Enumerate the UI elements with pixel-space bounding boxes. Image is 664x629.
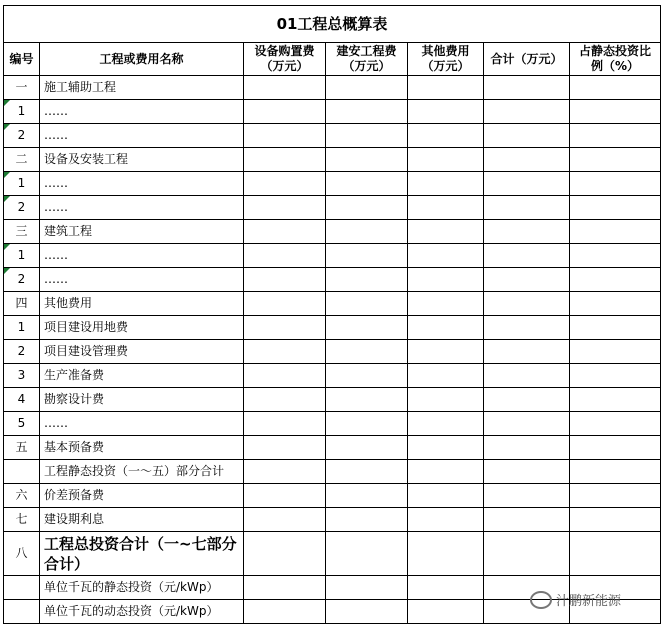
value-cell[interactable] <box>484 292 570 316</box>
value-cell[interactable] <box>570 292 661 316</box>
header-cell: 设备购置费（万元） <box>244 43 326 76</box>
row-name[interactable]: 其他费用 <box>40 292 244 316</box>
table-row <box>4 364 661 388</box>
value-cell[interactable] <box>326 100 408 124</box>
row-number-text: 二 <box>15 152 28 167</box>
value-cell[interactable] <box>408 508 484 532</box>
row-number[interactable] <box>4 388 40 412</box>
value-cell[interactable] <box>570 148 661 172</box>
value-cell[interactable] <box>326 340 408 364</box>
value-cell[interactable] <box>244 576 326 600</box>
header-cell: 其他费用（万元） <box>408 43 484 76</box>
value-cell[interactable] <box>326 576 408 600</box>
value-cell[interactable] <box>244 220 326 244</box>
value-cell[interactable] <box>326 436 408 460</box>
value-cell[interactable] <box>326 148 408 172</box>
table-row <box>4 220 661 244</box>
row-name[interactable]: 单位千瓦的静态投资（元/kWp） <box>40 576 244 600</box>
table-row <box>4 532 661 576</box>
row-number[interactable] <box>4 436 40 460</box>
value-cell[interactable] <box>570 76 661 100</box>
value-cell[interactable] <box>326 412 408 436</box>
value-cell[interactable] <box>326 220 408 244</box>
value-cell[interactable] <box>244 196 326 220</box>
value-cell[interactable] <box>484 340 570 364</box>
value-cell[interactable] <box>484 244 570 268</box>
value-cell[interactable] <box>326 244 408 268</box>
value-cell[interactable] <box>244 268 326 292</box>
value-cell[interactable] <box>570 532 661 576</box>
value-cell[interactable] <box>244 316 326 340</box>
table-row <box>4 340 661 364</box>
table-row <box>4 388 661 412</box>
value-cell[interactable] <box>244 172 326 196</box>
row-number[interactable] <box>4 124 40 148</box>
value-cell[interactable] <box>326 292 408 316</box>
row-number[interactable] <box>4 576 40 600</box>
table-row <box>4 244 661 268</box>
row-number-text: 三 <box>15 224 28 239</box>
table-row <box>4 76 661 100</box>
value-cell[interactable] <box>244 124 326 148</box>
watermark <box>530 590 621 609</box>
table-title: 01工程总概算表 <box>4 6 661 43</box>
row-name[interactable]: 建筑工程 <box>40 220 244 244</box>
row-number-text: 2 <box>17 272 26 287</box>
value-cell[interactable] <box>570 316 661 340</box>
value-cell[interactable] <box>484 268 570 292</box>
value-cell[interactable] <box>244 388 326 412</box>
value-cell[interactable] <box>408 292 484 316</box>
value-cell[interactable] <box>484 124 570 148</box>
value-cell[interactable] <box>244 148 326 172</box>
value-cell[interactable] <box>408 100 484 124</box>
value-cell[interactable] <box>408 388 484 412</box>
value-cell[interactable] <box>326 508 408 532</box>
value-cell[interactable] <box>244 532 326 576</box>
table-row <box>4 508 661 532</box>
row-number[interactable] <box>4 172 40 196</box>
table-row <box>4 268 661 292</box>
value-cell[interactable] <box>484 196 570 220</box>
row-number[interactable] <box>4 412 40 436</box>
value-cell[interactable] <box>326 124 408 148</box>
value-cell[interactable] <box>326 460 408 484</box>
value-cell[interactable] <box>326 600 408 624</box>
row-number-text: 4 <box>17 392 26 407</box>
value-cell[interactable] <box>484 100 570 124</box>
value-cell[interactable] <box>326 172 408 196</box>
value-cell[interactable] <box>484 148 570 172</box>
row-number-text: 1 <box>17 104 26 119</box>
value-cell[interactable] <box>244 600 326 624</box>
header-cell: 合计（万元） <box>484 43 570 76</box>
header-cell: 占静态投资比例（%） <box>570 43 661 76</box>
wechat-icon <box>530 591 552 609</box>
value-cell[interactable] <box>244 484 326 508</box>
comment-marker-icon <box>4 268 10 274</box>
row-number-text: 四 <box>15 296 28 311</box>
row-number-text: 1 <box>17 320 26 335</box>
row-name[interactable]: 项目建设用地费 <box>40 316 244 340</box>
table-row <box>4 460 661 484</box>
value-cell[interactable] <box>484 364 570 388</box>
value-cell[interactable] <box>570 460 661 484</box>
comment-marker-icon <box>4 196 10 202</box>
watermark-text: 汁鹏新能源 <box>556 594 622 609</box>
value-cell[interactable] <box>408 76 484 100</box>
value-cell[interactable] <box>570 172 661 196</box>
row-name[interactable]: 单位千瓦的动态投资（元/kWp） <box>40 600 244 624</box>
comment-marker-icon <box>4 100 10 106</box>
row-number-text: 七 <box>15 512 28 527</box>
row-name[interactable]: 建设期利息 <box>40 508 244 532</box>
value-cell[interactable] <box>244 436 326 460</box>
row-number[interactable] <box>4 76 40 100</box>
value-cell[interactable] <box>484 484 570 508</box>
value-cell[interactable] <box>484 460 570 484</box>
value-cell[interactable] <box>484 220 570 244</box>
value-cell[interactable] <box>408 172 484 196</box>
row-number[interactable] <box>4 244 40 268</box>
value-cell[interactable] <box>326 532 408 576</box>
row-name[interactable]: …… <box>40 172 244 196</box>
value-cell[interactable] <box>244 460 326 484</box>
value-cell[interactable] <box>408 268 484 292</box>
row-name[interactable]: 施工辅助工程 <box>40 76 244 100</box>
row-number-text: 1 <box>17 176 26 191</box>
table-row <box>4 148 661 172</box>
header-row <box>4 43 661 76</box>
row-number-text: 5 <box>17 416 26 431</box>
value-cell[interactable] <box>570 436 661 460</box>
row-number-text: 2 <box>17 200 26 215</box>
row-number[interactable] <box>4 364 40 388</box>
value-cell[interactable] <box>570 364 661 388</box>
value-cell[interactable] <box>408 316 484 340</box>
table-row <box>4 292 661 316</box>
value-cell[interactable] <box>244 364 326 388</box>
value-cell[interactable] <box>570 508 661 532</box>
table-row <box>4 316 661 340</box>
row-number[interactable] <box>4 484 40 508</box>
value-cell[interactable] <box>408 196 484 220</box>
row-number[interactable] <box>4 600 40 624</box>
value-cell[interactable] <box>570 388 661 412</box>
value-cell[interactable] <box>408 412 484 436</box>
value-cell[interactable] <box>570 100 661 124</box>
value-cell[interactable] <box>570 196 661 220</box>
value-cell[interactable] <box>408 532 484 576</box>
row-number-text: 八 <box>15 546 28 561</box>
row-number[interactable] <box>4 292 40 316</box>
table-row <box>4 124 661 148</box>
value-cell[interactable] <box>244 76 326 100</box>
value-cell[interactable] <box>408 220 484 244</box>
comment-marker-icon <box>4 124 10 130</box>
row-name[interactable]: 工程静态投资（一～五）部分合计 <box>40 460 244 484</box>
value-cell[interactable] <box>408 340 484 364</box>
value-cell[interactable] <box>570 484 661 508</box>
value-cell[interactable] <box>244 508 326 532</box>
value-cell[interactable] <box>484 412 570 436</box>
value-cell[interactable] <box>244 244 326 268</box>
row-number[interactable] <box>4 100 40 124</box>
value-cell[interactable] <box>408 436 484 460</box>
row-name[interactable]: 基本预备费 <box>40 436 244 460</box>
value-cell[interactable] <box>408 124 484 148</box>
value-cell[interactable] <box>326 316 408 340</box>
row-name[interactable]: …… <box>40 196 244 220</box>
value-cell[interactable] <box>326 268 408 292</box>
row-number[interactable] <box>4 220 40 244</box>
table-row <box>4 100 661 124</box>
table-row <box>4 436 661 460</box>
value-cell[interactable] <box>408 364 484 388</box>
value-cell[interactable] <box>484 436 570 460</box>
row-number[interactable] <box>4 316 40 340</box>
value-cell[interactable] <box>484 532 570 576</box>
table-row <box>4 172 661 196</box>
value-cell[interactable] <box>408 460 484 484</box>
value-cell[interactable] <box>484 508 570 532</box>
row-number[interactable] <box>4 148 40 172</box>
value-cell[interactable] <box>244 340 326 364</box>
row-number-text: 1 <box>17 248 26 263</box>
value-cell[interactable] <box>484 388 570 412</box>
comment-marker-icon <box>4 172 10 178</box>
header-cell: 工程或费用名称 <box>40 43 244 76</box>
value-cell[interactable] <box>244 292 326 316</box>
row-name[interactable]: 项目建设管理费 <box>40 340 244 364</box>
value-cell[interactable] <box>570 412 661 436</box>
row-name[interactable]: 设备及安装工程 <box>40 148 244 172</box>
value-cell[interactable] <box>570 124 661 148</box>
row-number-text: 五 <box>15 440 28 455</box>
row-name[interactable]: …… <box>40 412 244 436</box>
row-name[interactable]: …… <box>40 244 244 268</box>
value-cell[interactable] <box>326 196 408 220</box>
value-cell[interactable] <box>570 340 661 364</box>
table-row <box>4 412 661 436</box>
value-cell[interactable] <box>244 100 326 124</box>
row-number[interactable] <box>4 268 40 292</box>
row-name[interactable]: …… <box>40 124 244 148</box>
header-cell: 编号 <box>4 43 40 76</box>
value-cell[interactable] <box>408 576 484 600</box>
row-name[interactable]: …… <box>40 100 244 124</box>
row-name[interactable]: 工程总投资合计（一~七部分合计） <box>40 532 244 576</box>
budget-sheet <box>3 5 660 624</box>
row-number-text: 一 <box>15 80 28 95</box>
value-cell[interactable] <box>326 76 408 100</box>
row-number-text: 2 <box>17 344 26 359</box>
value-cell[interactable] <box>570 244 661 268</box>
table-row <box>4 196 661 220</box>
value-cell[interactable] <box>326 484 408 508</box>
row-number[interactable] <box>4 532 40 576</box>
value-cell[interactable] <box>408 484 484 508</box>
row-number[interactable] <box>4 196 40 220</box>
row-number-text: 2 <box>17 128 26 143</box>
value-cell[interactable] <box>326 364 408 388</box>
value-cell[interactable] <box>408 244 484 268</box>
value-cell[interactable] <box>484 76 570 100</box>
row-number[interactable] <box>4 460 40 484</box>
value-cell[interactable] <box>484 316 570 340</box>
value-cell[interactable] <box>570 268 661 292</box>
comment-marker-icon <box>4 244 10 250</box>
value-cell[interactable] <box>484 172 570 196</box>
row-name[interactable]: 勘察设计费 <box>40 388 244 412</box>
row-name[interactable]: 生产准备费 <box>40 364 244 388</box>
value-cell[interactable] <box>408 600 484 624</box>
row-number-text: 3 <box>17 368 26 383</box>
value-cell[interactable] <box>408 148 484 172</box>
row-number[interactable] <box>4 508 40 532</box>
value-cell[interactable] <box>244 412 326 436</box>
header-cell: 建安工程费（万元） <box>326 43 408 76</box>
value-cell[interactable] <box>326 388 408 412</box>
value-cell[interactable] <box>570 220 661 244</box>
budget-table <box>3 5 661 624</box>
row-number[interactable] <box>4 340 40 364</box>
row-name[interactable]: …… <box>40 268 244 292</box>
row-name[interactable]: 价差预备费 <box>40 484 244 508</box>
table-row <box>4 484 661 508</box>
row-number-text: 六 <box>15 488 28 503</box>
